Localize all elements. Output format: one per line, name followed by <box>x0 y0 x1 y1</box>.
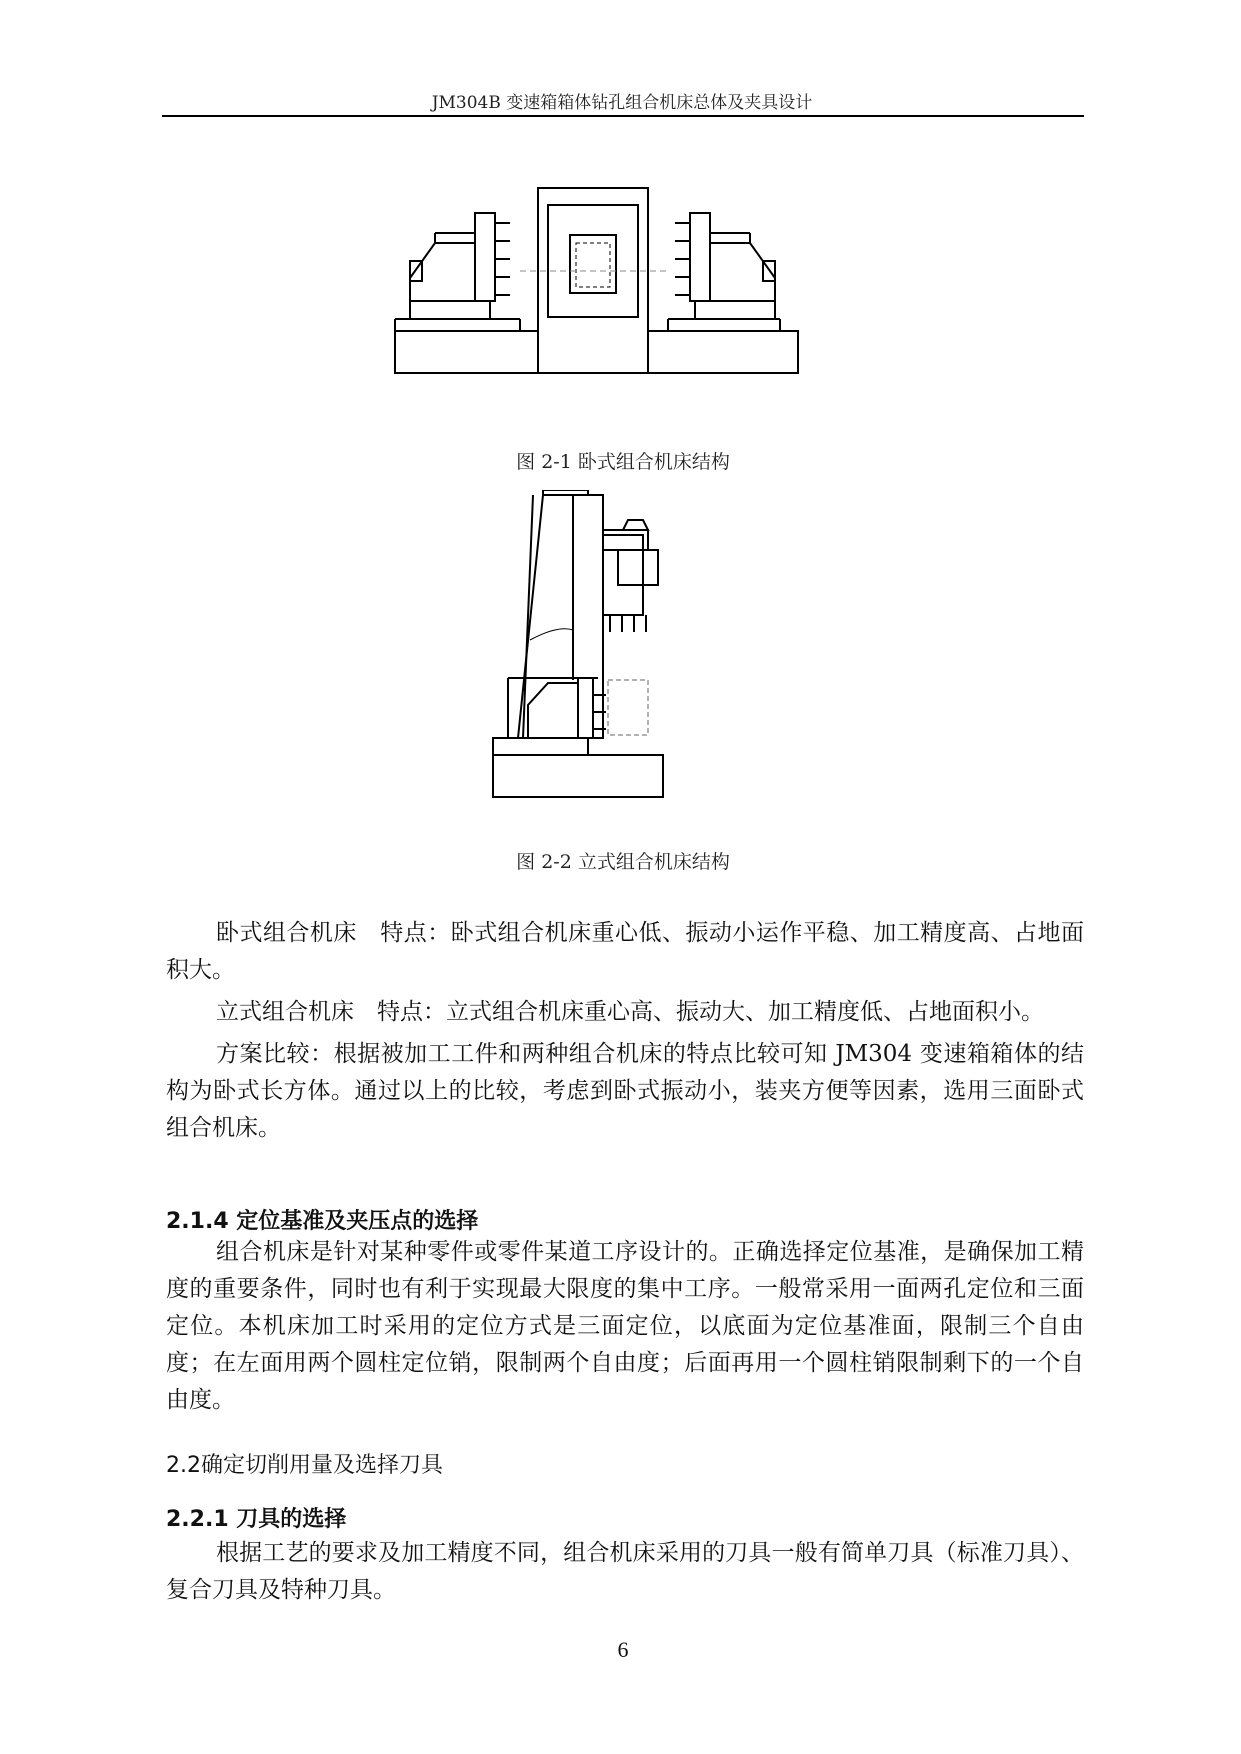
page-number: 6 <box>617 1637 629 1662</box>
heading-2-2: 2.2确定切削用量及选择刀具 <box>166 1453 443 1478</box>
section-2-1-4-body <box>166 1234 1084 1419</box>
header-rule <box>162 115 1084 117</box>
paragraph-positioning: 组合机床是针对某种零件或零件某道工序设计的。正确选择定位基准，是确保加工精度的重要条件，同时也有利于实现最大限度的集中工序。一般常采用一面两孔定位和三面定位。本机床加工时采用的定位方式是三面定位，以底面为定位基准面，限制三个自由度；在左面用两个圆柱定位销，限制两个自由度；后面再用一个圆柱销限制剩下的一个自由度。 <box>166 1239 1084 1413</box>
section-2-2-1-body <box>166 1535 1084 1609</box>
right-power-head <box>710 243 775 301</box>
right-base <box>648 331 798 373</box>
comparison-paragraphs <box>166 915 1084 1152</box>
vertical-base <box>493 755 663 797</box>
running-header: JM304B 变速箱箱体钻孔组合机床总体及夹具设计 <box>431 93 813 113</box>
left-power-head <box>410 243 475 301</box>
center-fixture <box>538 188 648 373</box>
left-base <box>395 331 538 373</box>
heading-2-1-4: 2.1.4 定位基准及夹压点的选择 <box>166 1209 479 1234</box>
paragraph-vertical: 立式组合机床 特点：立式组合机床重心高、振动大、加工精度低、占地面积小。 <box>216 999 1044 1025</box>
figure-2-2-caption: 图 2-2 立式组合机床结构 <box>516 851 730 873</box>
figure-vertical-machine <box>488 490 678 805</box>
vertical-power-head <box>603 535 643 615</box>
paragraph-comparison: 方案比较：根据被加工工件和两种组合机床的特点比较可知 JM304 变速箱箱体的结构为卧式长方体。通过以上的比较，考虑到卧式振动小，装夹方便等因素，选用三面卧式组合机床。 <box>166 1041 1084 1141</box>
figure-horizontal-machine <box>390 183 820 378</box>
paragraph-tools: 根据工艺的要求及加工精度不同，组合机床采用的刀具一般有简单刀具（标准刀具）、复合刀具及特种刀具。 <box>166 1540 1084 1603</box>
figure-2-1-caption: 图 2-1 卧式组合机床结构 <box>516 451 730 473</box>
paragraph-horizontal: 卧式组合机床 特点：卧式组合机床重心低、振动小运作平稳、加工精度高、占地面积大。 <box>166 920 1084 983</box>
heading-2-2-1: 2.2.1 刀具的选择 <box>166 1507 347 1532</box>
